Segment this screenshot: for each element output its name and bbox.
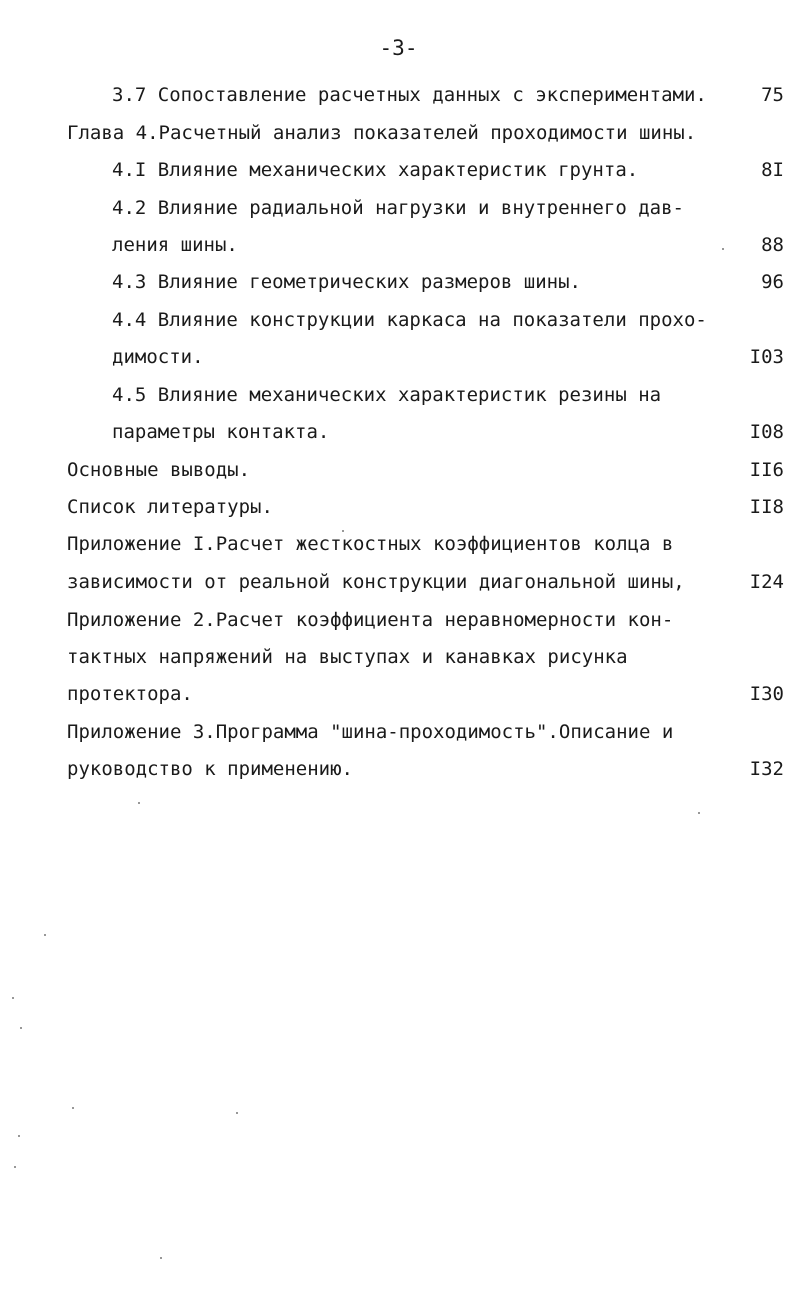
toc-entry-text: протектора. bbox=[67, 683, 193, 705]
toc-entry-continued bbox=[0, 648, 784, 672]
toc-entry-page: II8 bbox=[749, 496, 784, 518]
toc-entry-page: 8I bbox=[761, 159, 784, 181]
toc-chapter-heading bbox=[0, 124, 784, 148]
toc-entry bbox=[0, 611, 784, 635]
toc-entry-page: 96 bbox=[761, 271, 784, 293]
toc-entry bbox=[0, 386, 784, 410]
toc-entry bbox=[0, 161, 784, 185]
toc-entry-page: I08 bbox=[749, 421, 784, 443]
toc-entry-page: I03 bbox=[749, 346, 784, 368]
scan-speck bbox=[722, 248, 724, 250]
toc-entry-page: I30 bbox=[749, 683, 784, 705]
scan-speck bbox=[12, 997, 14, 999]
page-number: -3- bbox=[379, 36, 418, 60]
toc-entry-text: тактных напряжений на выступах и канавках рисунка bbox=[67, 646, 628, 668]
toc-entry-continued bbox=[0, 573, 784, 597]
toc-entry-text: Приложение I.Расчет жесткостных коэффициентов колца в bbox=[67, 533, 674, 555]
toc-entry bbox=[0, 273, 784, 297]
scan-speck bbox=[20, 1027, 22, 1029]
scan-speck bbox=[72, 1107, 74, 1109]
toc-entry bbox=[0, 498, 784, 522]
toc-entry-text: параметры контакта. bbox=[112, 421, 330, 443]
toc-entry-text: Приложение 3.Программа "шина-проходимость".Описание и bbox=[67, 721, 674, 743]
scan-speck bbox=[698, 812, 700, 814]
toc-entry-text: Список литературы. bbox=[67, 496, 273, 518]
scan-speck bbox=[18, 1135, 20, 1137]
toc-entry bbox=[0, 311, 784, 335]
toc-entry-text: Приложение 2.Расчет коэффициента неравномерности кон- bbox=[67, 609, 674, 631]
toc-entry-text: 4.3 Влияние геометрических размеров шины. bbox=[112, 271, 581, 293]
toc-entry-text: 4.5 Влияние механических характеристик резины на bbox=[112, 384, 662, 406]
scan-speck bbox=[160, 1257, 162, 1259]
toc-entry-text: Основные выводы. bbox=[67, 459, 251, 481]
toc-entry-text: ления шины. bbox=[112, 234, 238, 256]
toc-entry bbox=[0, 86, 784, 110]
toc-entry bbox=[0, 199, 784, 223]
toc-entry-text: димости. bbox=[112, 346, 204, 368]
toc-entry-text: 3.7 Сопоставление расчетных данных с экспериментами. bbox=[112, 84, 707, 106]
scan-speck bbox=[138, 802, 140, 804]
scan-speck bbox=[44, 934, 46, 936]
toc-entry-text: зависимости от реальной конструкции диагональной шины, bbox=[67, 571, 685, 593]
scan-speck bbox=[342, 530, 344, 532]
toc-entry-page: 88 bbox=[761, 234, 784, 256]
toc-entry-page: I24 bbox=[749, 571, 784, 593]
toc-entry-continued bbox=[0, 236, 784, 260]
toc-entry-text: Глава 4.Расчетный анализ показателей проходимости шины. bbox=[67, 122, 697, 144]
toc-entry bbox=[0, 535, 784, 559]
toc-entry-text: 4.4 Влияние конструкции каркаса на показатели прохо- bbox=[112, 309, 707, 331]
toc-entry-continued bbox=[0, 423, 784, 447]
toc-entry-continued bbox=[0, 760, 784, 784]
toc-entry-continued bbox=[0, 685, 784, 709]
toc-entry-text: 4.2 Влияние радиальной нагрузки и внутреннего дав- bbox=[112, 197, 684, 219]
toc-entry bbox=[0, 723, 784, 747]
toc-entry bbox=[0, 461, 784, 485]
toc-entry-page: 75 bbox=[761, 84, 784, 106]
toc-entry-page: I32 bbox=[749, 758, 784, 780]
toc-entry-text: руководство к применению. bbox=[67, 758, 353, 780]
toc-entry-text: 4.I Влияние механических характеристик грунта. bbox=[112, 159, 639, 181]
toc-entry-page: II6 bbox=[749, 459, 784, 481]
scan-speck bbox=[236, 1112, 238, 1114]
scan-speck bbox=[14, 1166, 16, 1168]
toc-entry-continued bbox=[0, 348, 784, 372]
